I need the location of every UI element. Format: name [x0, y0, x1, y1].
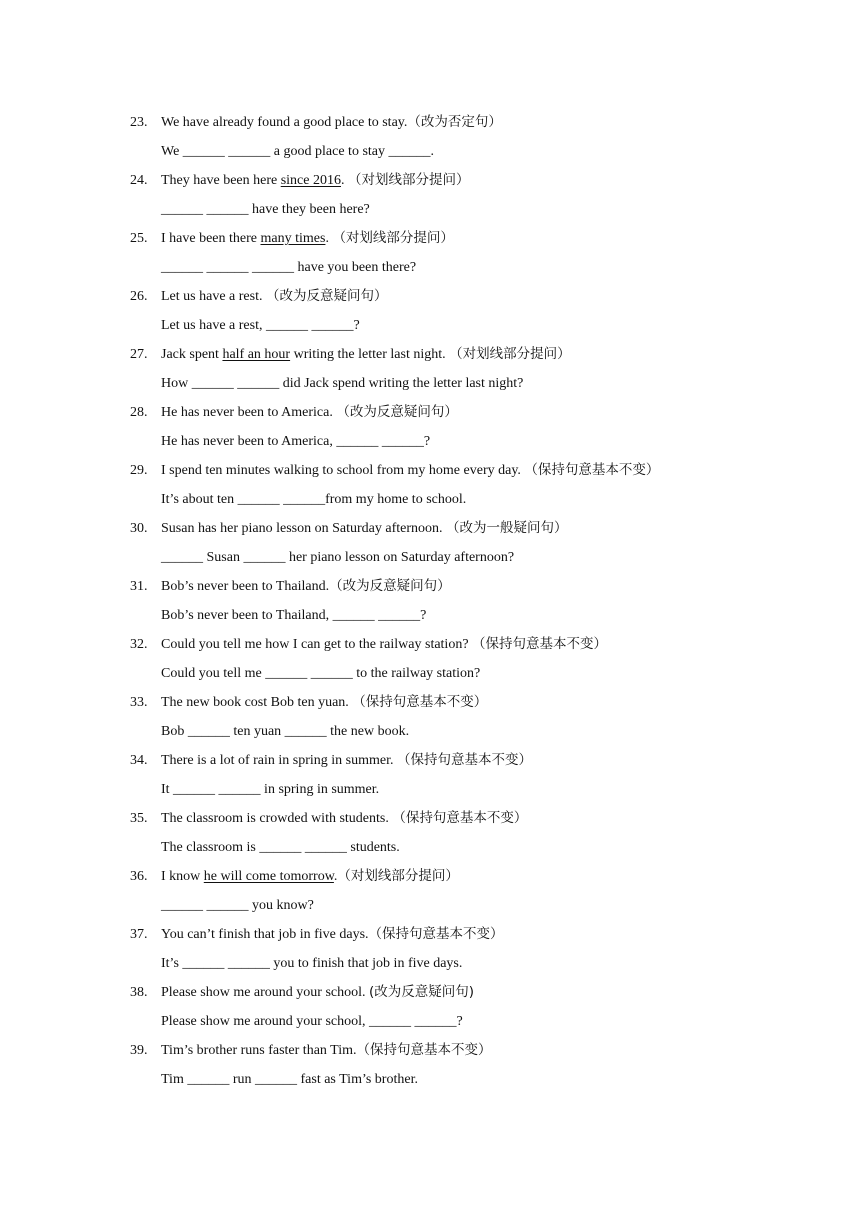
question-sentence	[161, 920, 504, 949]
question-instruction: （改为否定句）	[407, 114, 502, 130]
answer-template: ______ Susan ______ her piano lesson on Saturday afternoon?	[161, 550, 515, 565]
question-number: 31.	[130, 579, 148, 594]
question-item	[0, 630, 860, 688]
answer-template: ______ ______ you know?	[161, 898, 314, 913]
sentence-fragment: They have been here	[161, 173, 281, 188]
question-sentence	[161, 166, 469, 195]
sentence-fragment: .	[333, 869, 338, 884]
sentence-fragment: We have already found a good place to stay.	[161, 115, 408, 130]
answer-template: ______ ______ ______ have you been there?	[161, 260, 417, 275]
question-sentence	[161, 630, 607, 659]
answer-template: We ______ ______ a good place to stay ______.	[161, 144, 434, 159]
question-instruction: （改为反意疑问句）	[265, 288, 388, 304]
question-item	[0, 108, 860, 166]
question-item	[0, 224, 860, 282]
question-item	[0, 572, 860, 630]
question-sentence	[161, 224, 454, 253]
question-instruction: （保持句意基本不变）	[392, 810, 528, 826]
question-instruction: （对划线部分提问）	[332, 230, 454, 246]
sentence-fragment: Please show me around your school.	[161, 985, 370, 1000]
question-item	[0, 340, 860, 398]
question-instruction: （保持句意基本不变）	[397, 752, 533, 768]
question-sentence	[161, 398, 458, 427]
question-item	[0, 688, 860, 746]
question-list	[0, 108, 860, 1094]
answer-template: ______ ______ have they been here?	[161, 202, 370, 217]
question-instruction: （保持句意基本不变）	[356, 1042, 492, 1058]
question-number: 30.	[130, 521, 148, 536]
sentence-fragment: Susan has her piano lesson on Saturday afternoon.	[161, 521, 446, 536]
question-instruction: （对划线部分提问）	[337, 868, 459, 884]
question-number: 36.	[130, 869, 148, 884]
question-instruction: （保持句意基本不变）	[524, 462, 660, 478]
question-item	[0, 746, 860, 804]
underlined-phrase: since 2016	[280, 173, 341, 188]
question-number: 39.	[130, 1043, 148, 1058]
question-instruction: （对划线部分提问）	[347, 172, 470, 188]
answer-template: Please show me around your school, ______ ______?	[161, 1014, 463, 1029]
question-item	[0, 514, 860, 572]
question-item	[0, 1036, 860, 1094]
question-instruction: （改为反意疑问句）	[336, 404, 458, 420]
sentence-fragment: I know	[161, 869, 204, 884]
question-item	[0, 398, 860, 456]
question-sentence	[161, 1036, 492, 1065]
sentence-fragment: .	[325, 231, 333, 246]
question-number: 27.	[130, 347, 148, 362]
question-number: 28.	[130, 405, 148, 420]
question-number: 33.	[130, 695, 148, 710]
answer-template: Tim ______ run ______ fast as Tim’s brother.	[161, 1072, 418, 1087]
question-sentence	[161, 514, 568, 543]
question-item	[0, 978, 860, 1036]
sentence-fragment: Let us have a rest.	[161, 289, 266, 304]
question-item	[0, 282, 860, 340]
question-item	[0, 456, 860, 514]
sentence-fragment: Bob’s never been to Thailand.	[161, 579, 330, 594]
question-sentence	[161, 456, 659, 485]
question-instruction: （保持句意基本不变）	[352, 694, 488, 710]
answer-template: It’s about ten ______ ______from my home to school.	[161, 492, 467, 507]
question-item	[0, 804, 860, 862]
answer-template: The classroom is ______ ______ students.	[161, 840, 400, 855]
question-number: 35.	[130, 811, 148, 826]
question-sentence	[161, 978, 474, 1007]
sentence-fragment: Tim’s brother runs faster than Tim.	[161, 1043, 357, 1058]
question-sentence	[161, 688, 487, 717]
question-instruction: （改为一般疑问句）	[446, 520, 568, 536]
underlined-phrase: many times	[260, 231, 326, 246]
answer-template: He has never been to America, ______ ______?	[161, 434, 431, 449]
question-number: 37.	[130, 927, 148, 942]
question-number: 26.	[130, 289, 148, 304]
question-number: 23.	[130, 115, 148, 130]
answer-template: Bob’s never been to Thailand, ______ ______?	[161, 608, 427, 623]
question-item	[0, 862, 860, 920]
question-item	[0, 166, 860, 224]
question-instruction: （对划线部分提问）	[449, 346, 571, 362]
question-item	[0, 920, 860, 978]
answer-template: Could you tell me ______ ______ to the railway station?	[161, 666, 481, 681]
sentence-fragment: writing the letter last night.	[290, 347, 450, 362]
answer-template: Let us have a rest, ______ ______?	[161, 318, 360, 333]
answer-template: It ______ ______ in spring in summer.	[161, 782, 380, 797]
question-instruction: (改为反意疑问句)	[369, 984, 475, 1000]
question-number: 34.	[130, 753, 148, 768]
question-instruction: （保持句意基本不变）	[472, 636, 608, 652]
sentence-fragment: The classroom is crowded with students.	[161, 811, 393, 826]
question-instruction: （保持句意基本不变）	[368, 926, 504, 942]
question-number: 32.	[130, 637, 148, 652]
question-sentence	[161, 804, 527, 833]
underlined-phrase: half an hour	[222, 347, 291, 362]
question-sentence	[161, 862, 459, 891]
sentence-fragment: You can’t finish that job in five days.	[161, 927, 369, 942]
question-number: 24.	[130, 173, 148, 188]
sentence-fragment: I spend ten minutes walking to school from my home every day.	[161, 463, 525, 478]
question-sentence	[161, 746, 532, 775]
question-sentence	[161, 340, 571, 369]
question-instruction: （改为反意疑问句）	[329, 578, 451, 594]
sentence-fragment: He has never been to America.	[161, 405, 337, 420]
sentence-fragment: There is a lot of rain in spring in summer.	[161, 753, 398, 768]
question-number: 38.	[130, 985, 148, 1000]
question-sentence	[161, 108, 502, 137]
question-number: 29.	[130, 463, 148, 478]
question-sentence	[161, 282, 387, 311]
answer-template: Bob ______ ten yuan ______ the new book.	[161, 724, 410, 739]
sentence-fragment: .	[340, 173, 348, 188]
sentence-fragment: Jack spent	[161, 347, 223, 362]
sentence-fragment: The new book cost Bob ten yuan.	[161, 695, 353, 710]
question-number: 25.	[130, 231, 148, 246]
question-sentence	[161, 572, 451, 601]
answer-template: It’s ______ ______ you to finish that job in five days.	[161, 956, 463, 971]
sentence-fragment: I have been there	[161, 231, 261, 246]
answer-template: How ______ ______ did Jack spend writing the letter last night?	[161, 376, 524, 391]
sentence-fragment: Could you tell me how I can get to the railway station?	[161, 637, 473, 652]
underlined-phrase: he will come tomorrow	[203, 869, 334, 884]
